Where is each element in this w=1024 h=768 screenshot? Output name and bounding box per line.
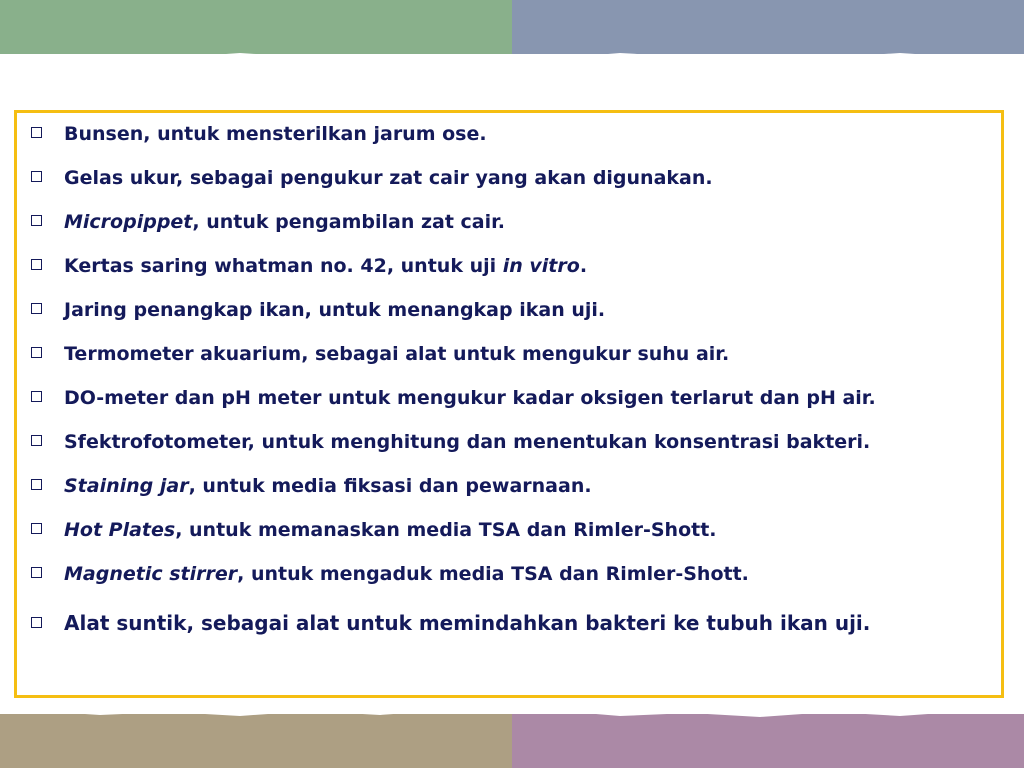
list-item	[31, 563, 991, 607]
square-bullet-icon	[31, 479, 42, 490]
square-bullet-icon	[31, 617, 42, 628]
top-right-color-band	[512, 0, 1024, 54]
list-item	[31, 387, 991, 431]
top-torn-edge	[0, 48, 1024, 60]
square-bullet-icon	[31, 391, 42, 402]
list-item-text: Termometer akuarium, sebagai alat untuk mengukur suhu air.	[64, 343, 730, 365]
list-item-text: Alat suntik, sebagai alat untuk memindahkan bakteri ke tubuh ikan uji.	[64, 611, 871, 635]
list-item-text: Staining jar, untuk media fiksasi dan pewarnaan.	[64, 475, 592, 497]
list-item	[31, 431, 991, 475]
list-item	[31, 123, 991, 167]
bottom-torn-edge	[0, 708, 1024, 720]
square-bullet-icon	[31, 523, 42, 534]
list-item	[31, 299, 991, 343]
square-bullet-icon	[31, 215, 42, 226]
list-item-text: Gelas ukur, sebagai pengukur zat cair yang akan digunakan.	[64, 167, 713, 189]
list-item	[31, 211, 991, 255]
square-bullet-icon	[31, 127, 42, 138]
list-item-text: DO-meter dan pH meter untuk mengukur kadar oksigen terlarut dan pH air.	[64, 387, 876, 409]
list-item	[31, 167, 991, 211]
list-item-text: Micropippet, untuk pengambilan zat cair.	[64, 211, 506, 233]
list-item	[31, 343, 991, 387]
bottom-right-color-band	[512, 714, 1024, 768]
square-bullet-icon	[31, 303, 42, 314]
bottom-left-color-band	[0, 714, 512, 768]
equipment-list-box	[14, 110, 1004, 698]
list-item-text: Bunsen, untuk mensterilkan jarum ose.	[64, 123, 487, 145]
square-bullet-icon	[31, 435, 42, 446]
square-bullet-icon	[31, 171, 42, 182]
equipment-bullet-list	[31, 123, 991, 655]
list-item-text: Sfektrofotometer, untuk menghitung dan menentukan konsentrasi bakteri.	[64, 431, 871, 453]
top-left-color-band	[0, 0, 512, 54]
square-bullet-icon	[31, 259, 42, 270]
square-bullet-icon	[31, 567, 42, 578]
list-item	[31, 475, 991, 519]
list-item	[31, 255, 991, 299]
list-item-text: Kertas saring whatman no. 42, untuk uji in vitro.	[64, 255, 588, 277]
list-item-text: Magnetic stirrer, untuk mengaduk media TSA dan Rimler-Shott.	[64, 563, 749, 585]
list-item-text: Jaring penangkap ikan, untuk menangkap ikan uji.	[64, 299, 606, 321]
list-item	[31, 611, 991, 655]
list-item-text: Hot Plates, untuk memanaskan media TSA dan Rimler-Shott.	[64, 519, 717, 541]
square-bullet-icon	[31, 347, 42, 358]
list-item	[31, 519, 991, 563]
